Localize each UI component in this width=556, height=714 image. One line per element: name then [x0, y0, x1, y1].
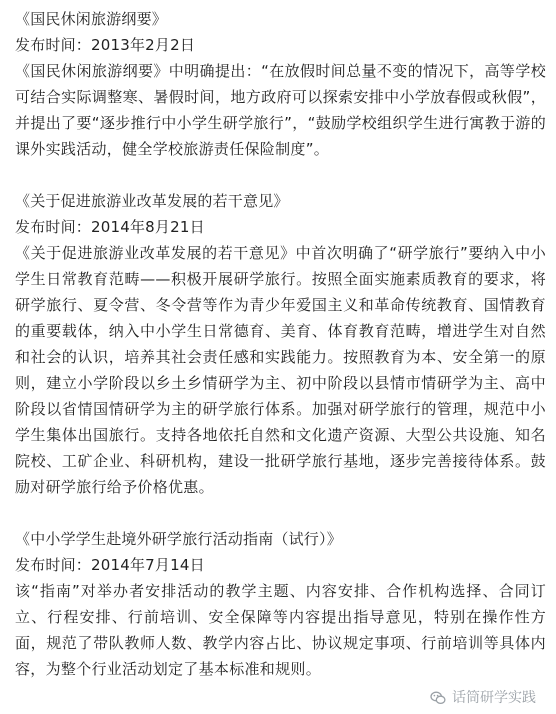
- watermark-text: 话筒研学实践: [452, 690, 536, 706]
- policy-section-2: [15, 188, 546, 500]
- policy-title: 《国民休闲旅游纲要》: [15, 10, 168, 28]
- policy-title: 《关于促进旅游业改革发展的若干意见》: [15, 192, 289, 210]
- policy-body: 该“指南”对举办者安排活动的教学主题、内容安排、合作机构选择、合同订立、行程安排、行前培训、安全保障等内容提出指导意见，特别在操作性方面，规范了带队教师人数、教学内容占比、协议规定事项、行前培训等具体内容，为整个行业活动划定了基本标准和规则。: [15, 582, 546, 678]
- publish-date: 发布时间：2014年8月21日: [15, 218, 205, 236]
- policy-section-1: [15, 6, 546, 162]
- wechat-logo-icon: [430, 690, 446, 706]
- publish-date: 发布时间：2014年7月14日: [15, 556, 205, 574]
- policy-body: 《关于促进旅游业改革发展的若干意见》中首次明确了“研学旅行”要纳入中小学生日常教育范畴——积极开展研学旅行。按照全面实施素质教育的要求，将研学旅行、夏令营、冬令营等作为青少年爱国主义和革命传统教育、国情教育的重要载体，纳入中小学生日常德育、美育、体育教育范畴，增进学生对自然和社会的认识，培养其社会责任感和实践能力。按照教育为本、安全第一的原则，建立小学阶段以乡土乡情研学为主、初中阶段以县情市情研学为主、高中阶段以省情国情研学为主的研学旅行体系。加强对研学旅行的管理，规范中小学生集体出国旅行。支持各地依托自然和文化遗产资源、大型公共设施、知名院校、工矿企业、科研机构，建设一批研学旅行基地，逐步完善接待体系。鼓励对研学旅行给予价格优惠。: [15, 244, 546, 496]
- policy-title: 《中小学学生赴境外研学旅行活动指南（试行）》: [15, 530, 342, 548]
- watermark: [428, 688, 538, 708]
- policy-body: 《国民休闲旅游纲要》中明确提出：“在放假时间总量不变的情况下，高等学校可结合实际调整寒、暑假时间，地方政府可以探索安排中小学放春假或秋假”，并提出了要“逐步推行中小学生研学旅行”，“鼓励学校组织学生进行寓教于游的课外实践活动，健全学校旅游责任保险制度”。: [15, 62, 546, 158]
- publish-date: 发布时间：2013年2月2日: [15, 36, 196, 54]
- policy-section-3: [15, 526, 546, 682]
